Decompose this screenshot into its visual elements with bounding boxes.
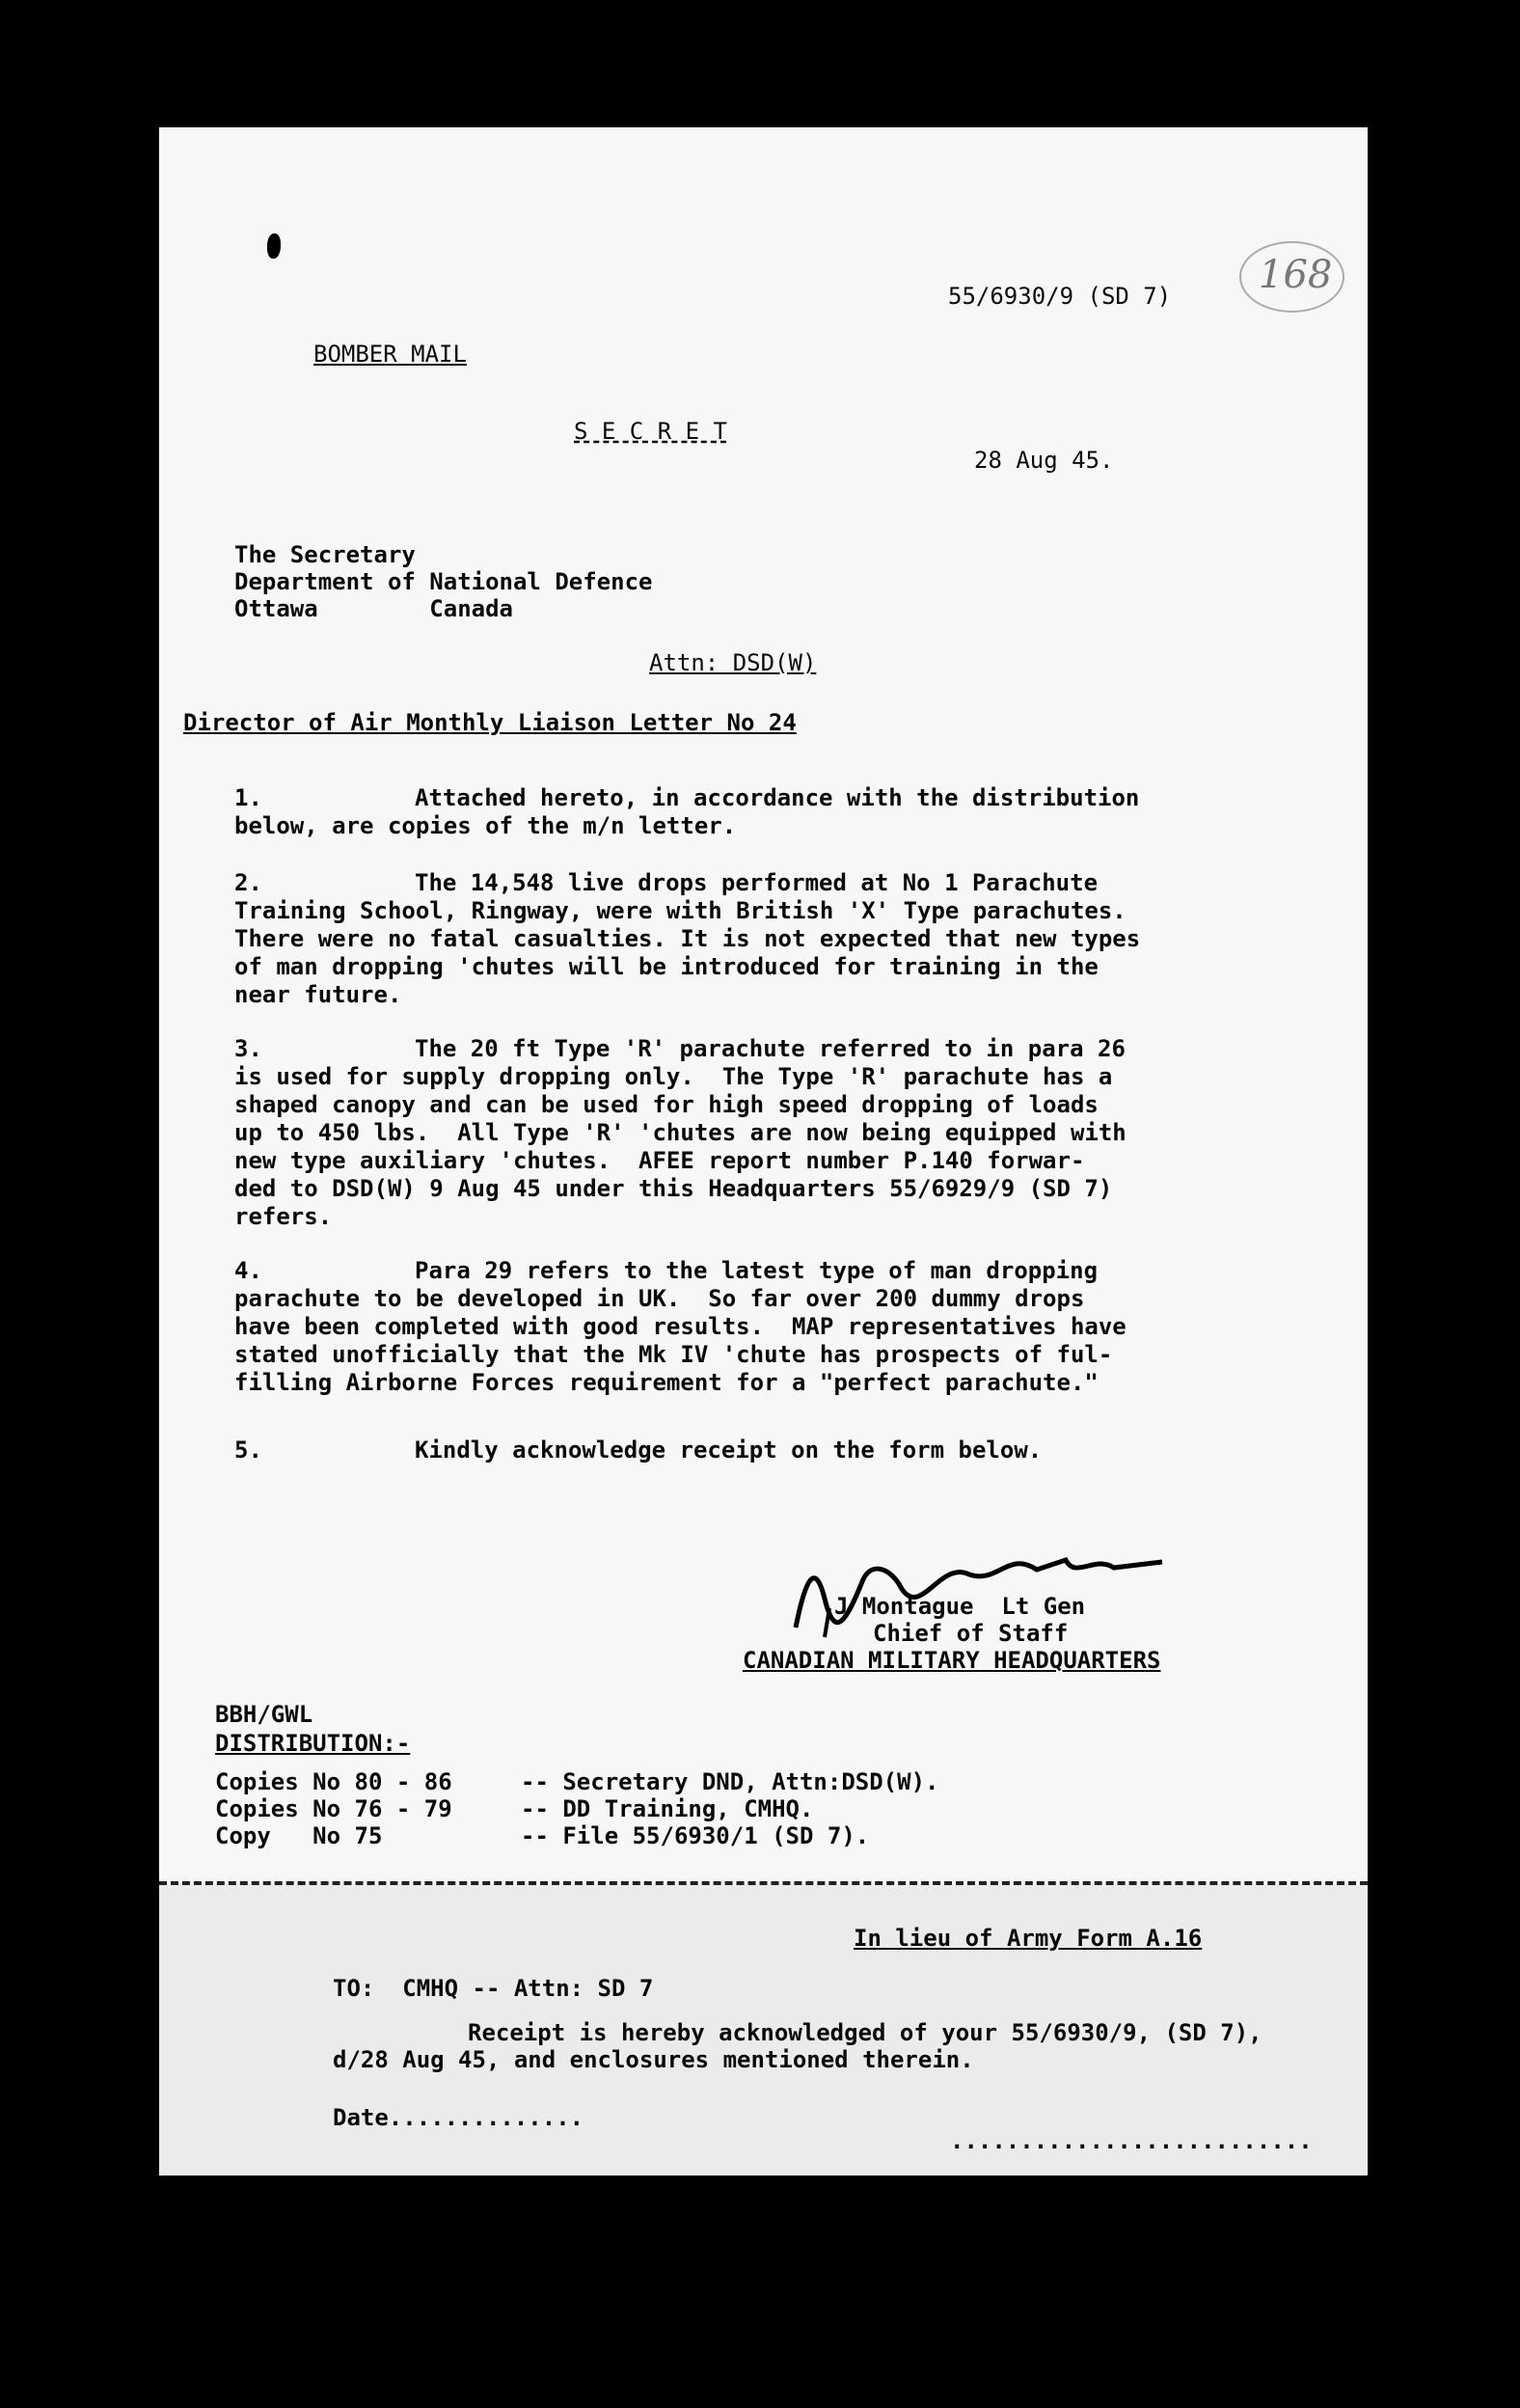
- attention-line: Attn: DSD(W): [649, 649, 817, 676]
- classification: S E C R E T: [574, 418, 727, 445]
- distribution-heading: DISTRIBUTION:-: [215, 1730, 411, 1757]
- paragraph-line: is used for supply dropping only. The Type 'R' parachute has a: [234, 1063, 1113, 1090]
- paragraph-line: below, are copies of the m/n letter.: [234, 812, 737, 839]
- signatory-org: CANADIAN MILITARY HEADQUARTERS: [743, 1647, 1161, 1674]
- paragraph-line: Attached hereto, in accordance with the distribution: [415, 784, 1140, 811]
- receipt-line-2: d/28 Aug 45, and enclosures mentioned therein.: [333, 2046, 974, 2073]
- addressee-line-3: Ottawa Canada: [234, 595, 513, 622]
- distribution-recipient: -- File 55/6930/1 (SD 7).: [521, 1822, 870, 1849]
- paragraph-line: ded to DSD(W) 9 Aug 45 under this Headquarters 55/6929/9 (SD 7): [234, 1175, 1113, 1202]
- paragraph-line: filling Airborne Forces requirement for a "perfect parachute.": [234, 1369, 1099, 1396]
- paragraph-number: 4.: [234, 1257, 262, 1284]
- paragraph-line: have been completed with good results. MAP representatives have: [234, 1313, 1126, 1340]
- paragraph-line: refers.: [234, 1203, 333, 1230]
- mail-type: BOMBER MAIL: [313, 341, 467, 368]
- receipt-date-field: Date..............: [333, 2104, 584, 2131]
- paragraph-number: 1.: [234, 784, 262, 811]
- receipt-line-1: Receipt is hereby acknowledged of your 55/6930/9, (SD 7),: [468, 2019, 1262, 2046]
- receipt-to: TO: CMHQ -- Attn: SD 7: [333, 1975, 654, 2002]
- subject-line: Director of Air Monthly Liaison Letter No 24: [183, 709, 797, 736]
- form-reference: In lieu of Army Form A.16: [854, 1925, 1203, 1952]
- document-page: [159, 127, 1368, 2175]
- distribution-recipient: -- Secretary DND, Attn:DSD(W).: [521, 1768, 939, 1795]
- addressee-line-1: The Secretary: [234, 541, 416, 568]
- distribution-copies: Copy No 75: [215, 1822, 452, 1849]
- paragraph-line: new type auxiliary 'chutes. AFEE report number P.140 forwar-: [234, 1147, 1085, 1174]
- paragraph-number: 2.: [234, 869, 262, 896]
- paragraph-line: up to 450 lbs. All Type 'R' 'chutes are now being equipped with: [234, 1119, 1126, 1146]
- paragraph-number: 5.: [234, 1437, 262, 1464]
- receipt-signature-line: ..........................: [950, 2127, 1313, 2154]
- distribution-recipient: -- DD Training, CMHQ.: [521, 1795, 814, 1822]
- paragraph-line: of man dropping 'chutes will be introduced for training in the: [234, 953, 1099, 980]
- distribution-copies: Copies No 76 - 79: [215, 1795, 452, 1822]
- receipt-form: [159, 1885, 1368, 2175]
- paragraph-line: near future.: [234, 981, 402, 1008]
- file-reference: 55/6930/9 (SD 7): [948, 283, 1172, 310]
- paragraph-line: stated unofficially that the Mk IV 'chute has prospects of ful-: [234, 1341, 1113, 1368]
- paragraph-line: shaped canopy and can be used for high speed dropping of loads: [234, 1091, 1099, 1118]
- paragraph-line: The 14,548 live drops performed at No 1 Parachute: [415, 869, 1099, 896]
- paragraph-line: Kindly acknowledge receipt on the form below.: [415, 1437, 1043, 1464]
- paragraph-number: 3.: [234, 1035, 262, 1062]
- page-number: 168: [1259, 253, 1333, 297]
- paragraph-line: Para 29 refers to the latest type of man dropping: [415, 1257, 1099, 1284]
- ink-mark: [267, 233, 281, 259]
- addressee-line-2: Department of National Defence: [234, 568, 653, 595]
- letter-date: 28 Aug 45.: [974, 447, 1114, 474]
- paragraph-line: parachute to be developed in UK. So far over 200 dummy drops: [234, 1285, 1085, 1312]
- signatory-title: Chief of Staff: [873, 1620, 1069, 1647]
- paragraph-line: Training School, Ringway, were with British 'X' Type parachutes.: [234, 897, 1126, 924]
- signatory-name: J Montague Lt Gen: [834, 1593, 1086, 1620]
- paragraph-line: The 20 ft Type 'R' parachute referred to in para 26: [415, 1035, 1126, 1062]
- distribution-copies: Copies No 80 - 86: [215, 1768, 452, 1795]
- paragraph-line: There were no fatal casualties. It is not expected that new types: [234, 925, 1141, 952]
- typist-initials: BBH/GWL: [215, 1701, 313, 1728]
